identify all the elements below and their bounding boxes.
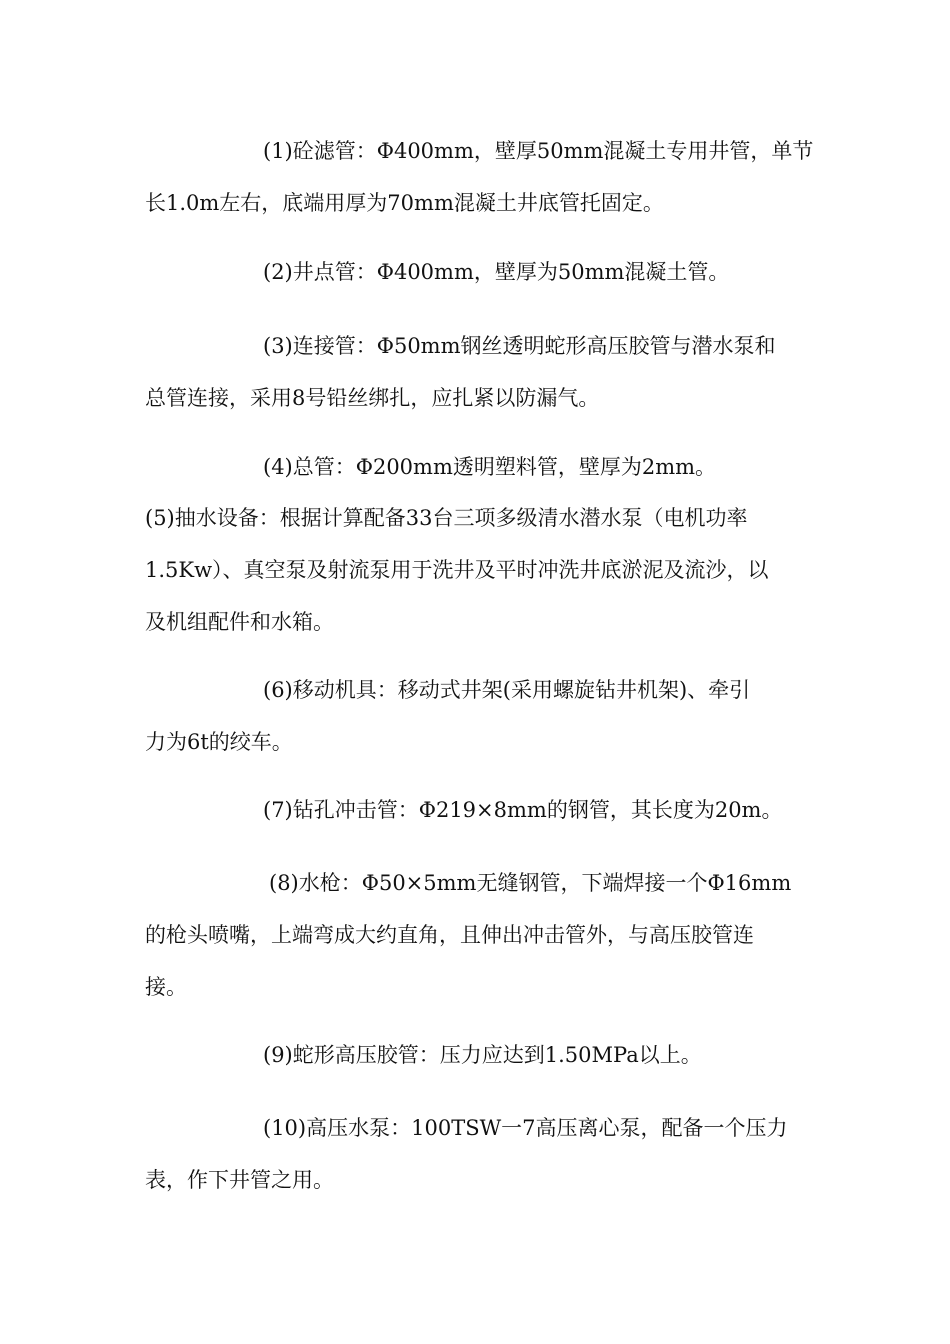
paragraph-line: (2)井点管：Φ400mm，壁厚为50mm混凝土管。 (263, 260, 730, 284)
paragraph-filter-pipe (145, 125, 814, 229)
paragraph-well-point-pipe (145, 246, 810, 298)
paragraph-hose (145, 1029, 810, 1081)
paragraph-line: 力为6t的绞车。 (145, 730, 293, 754)
paragraph-pumping-equipment (145, 492, 810, 648)
paragraph-line: 总管连接，采用8号铅丝绑扎，应扎紧以防漏气。 (145, 386, 600, 410)
paragraph-water-gun (145, 857, 810, 1013)
paragraph-line: 的枪头喷嘴，上端弯成大约直角，且伸出冲击管外，与高压胶管连 (145, 923, 754, 947)
paragraph-line: (6)移动机具：移动式井架(采用螺旋钻井机架)、牵引 (263, 678, 751, 702)
paragraph-line: 1.5Kw）、真空泵及射流泵用于洗井及平时冲洗井底淤泥及流沙，以 (145, 558, 769, 582)
paragraph-mobile-equipment (145, 664, 810, 768)
paragraph-line: (8)水枪：Φ50×5mm无缝钢管，下端焊接一个Φ16mm (269, 871, 792, 895)
paragraph-main-pipe (145, 441, 810, 493)
paragraph-line: (9)蛇形高压胶管：压力应达到1.50MPa以上。 (263, 1043, 702, 1067)
paragraph-line: (10)高压水泵：100TSW一7高压离心泵，配备一个压力 (263, 1116, 788, 1140)
paragraph-line: 及机组配件和水箱。 (145, 610, 334, 634)
paragraph-connecting-pipe (145, 320, 810, 424)
paragraph-line: (5)抽水设备：根据计算配备33台三项多级清水潜水泵（电机功率 (145, 506, 748, 530)
paragraph-line: (1)砼滤管：Φ400mm，壁厚50mm混凝土专用井管，单节 (263, 139, 814, 163)
paragraph-line: 长1.0m左右，底端用厚为70mm混凝土井底管托固定。 (145, 191, 664, 215)
paragraph-line: (3)连接管：Φ50mm钢丝透明蛇形高压胶管与潜水泵和 (263, 334, 776, 358)
paragraph-drilling-pipe (145, 784, 810, 836)
paragraph-line: (4)总管：Φ200mm透明塑料管，壁厚为2mm。 (263, 455, 717, 479)
paragraph-line: (7)钻孔冲击管：Φ219×8mm的钢管，其长度为20m。 (263, 798, 783, 822)
paragraph-line: 表，作下井管之用。 (145, 1168, 334, 1192)
paragraph-high-pressure-pump (145, 1102, 810, 1206)
paragraph-line: 接。 (145, 975, 187, 999)
